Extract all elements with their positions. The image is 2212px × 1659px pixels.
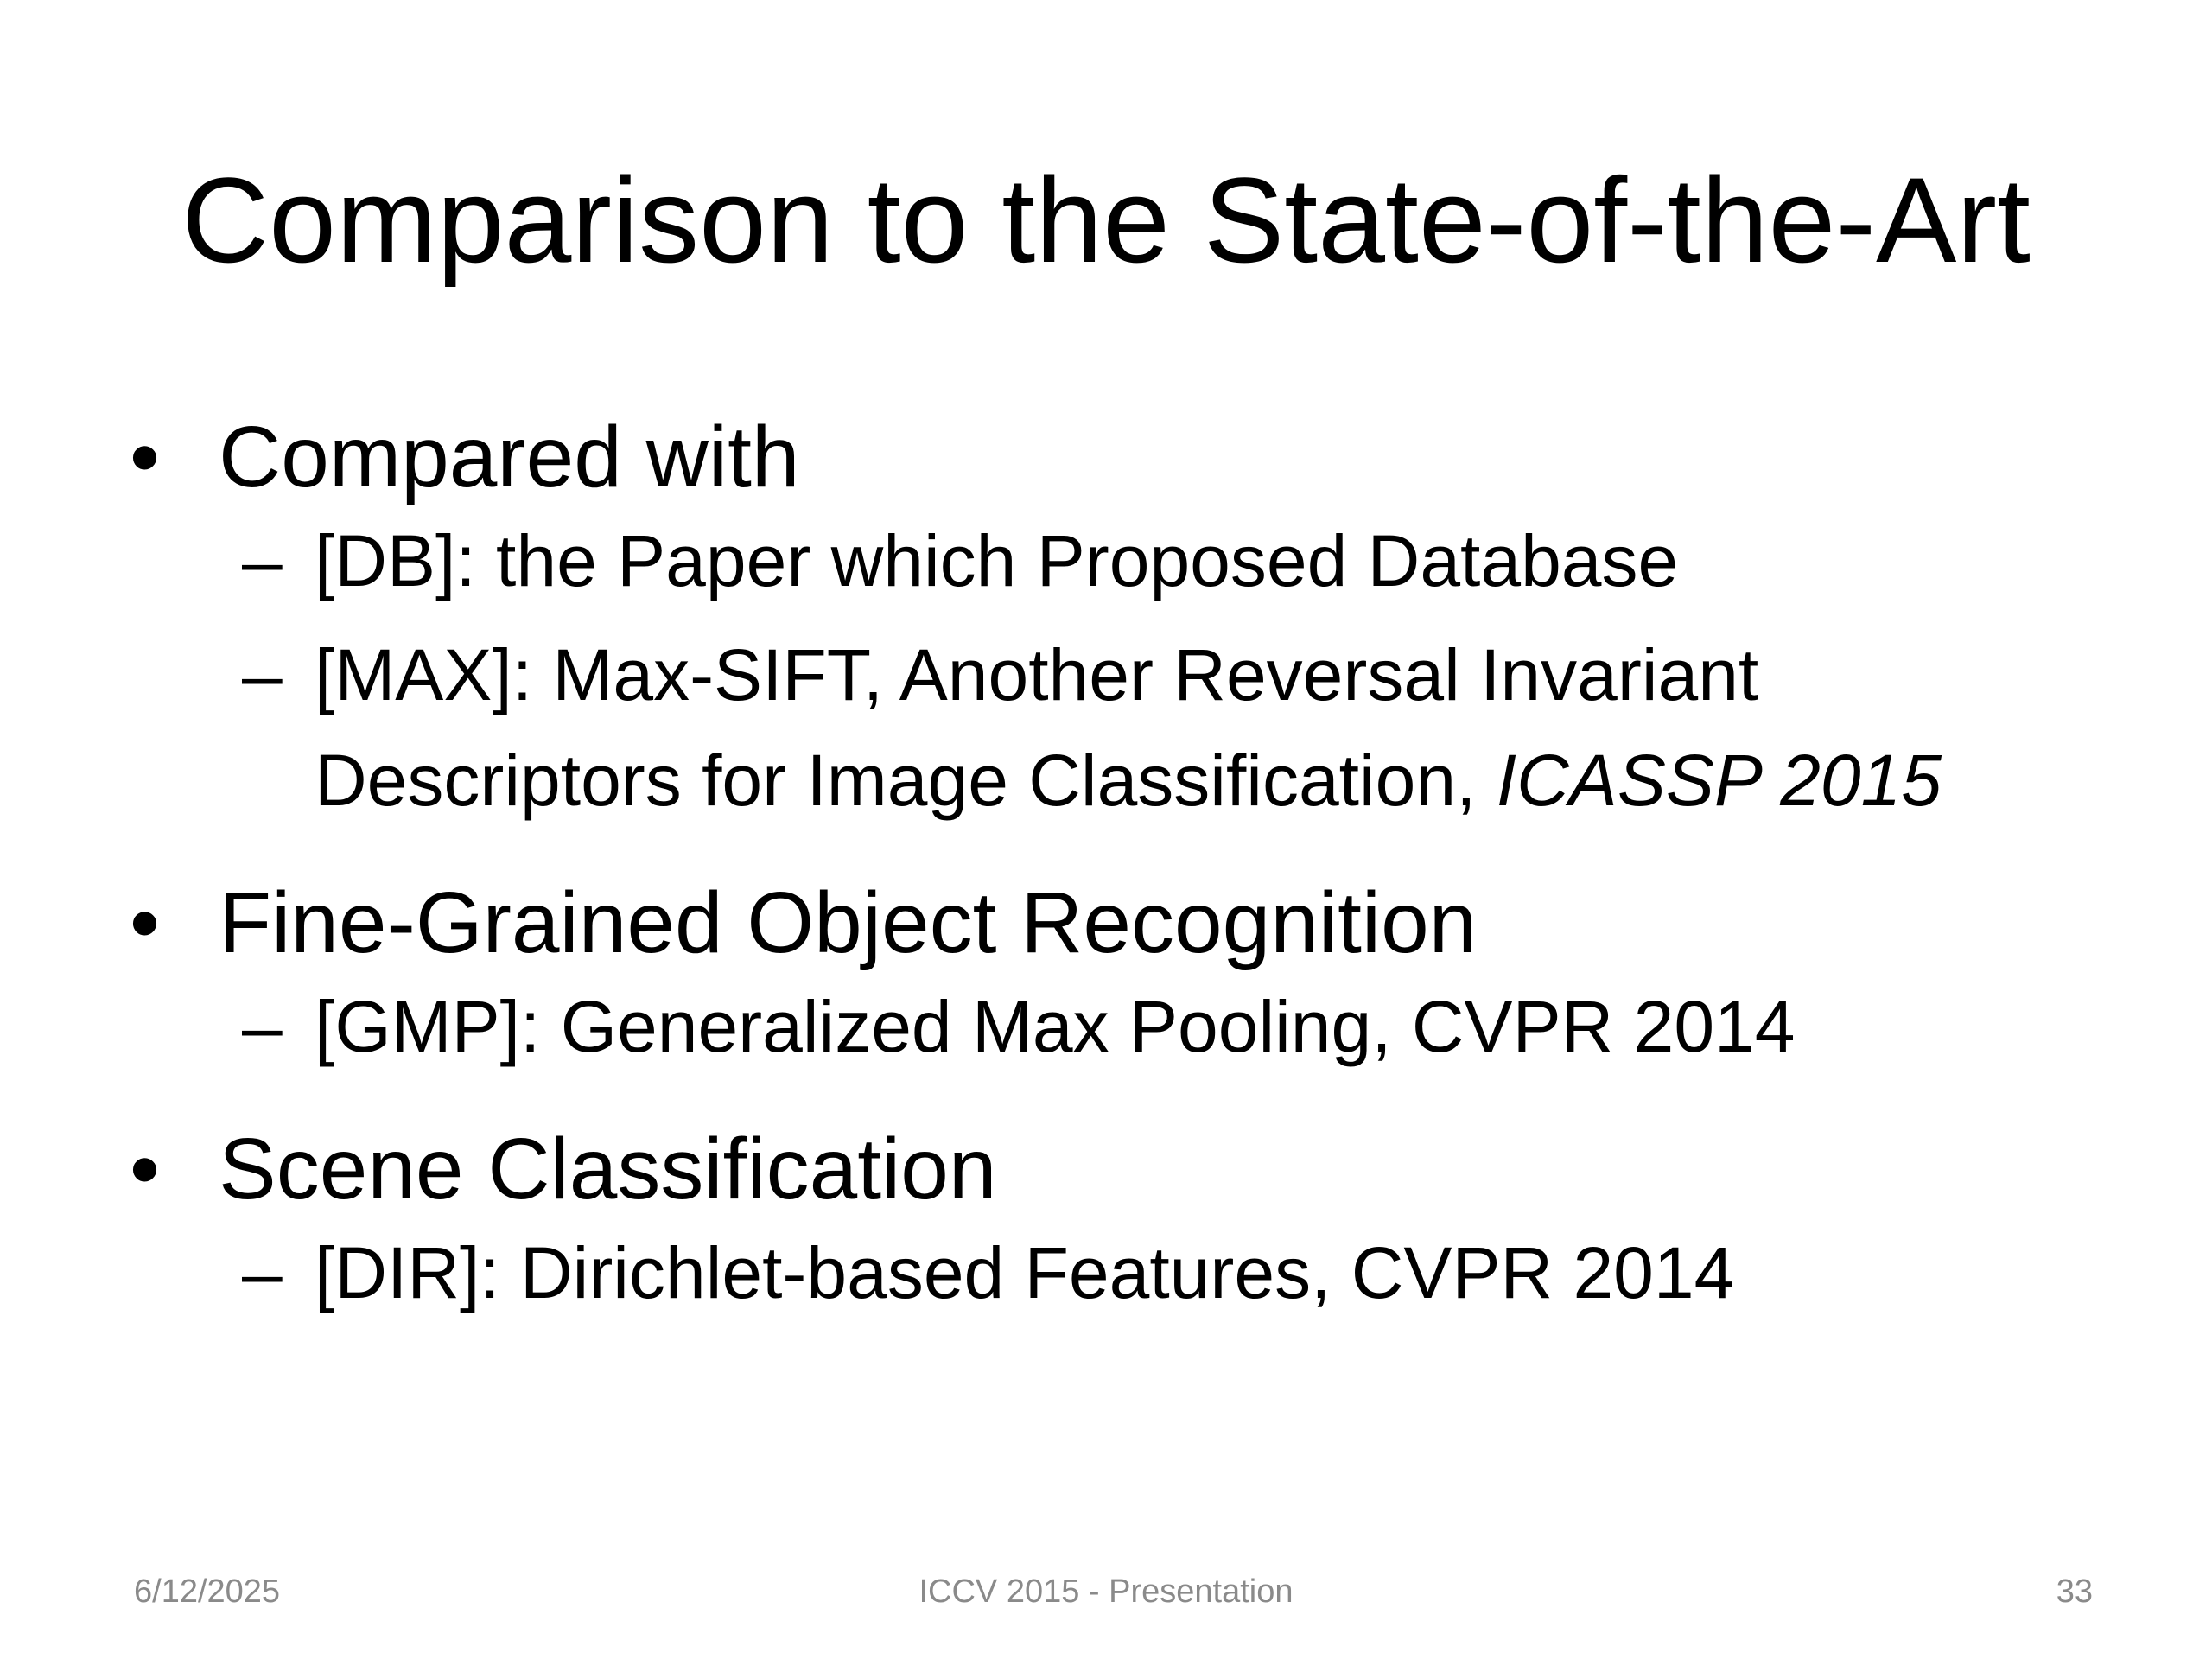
sub-bullet-max — [242, 622, 2117, 833]
footer-date: 6/12/2025 — [134, 1573, 281, 1610]
bullet-scene-classification — [130, 1118, 2117, 1220]
bullet-marker: • — [130, 1121, 161, 1217]
bullet-compared-with — [130, 406, 2117, 508]
venue-italic: ICASSP 2015 — [1496, 740, 1942, 821]
sub-bullet-dir — [242, 1220, 2117, 1325]
sub-bullet-text: [DB]: the Paper which Proposed Database — [315, 520, 1679, 601]
dash-marker: – — [242, 634, 283, 715]
sub-bullet-db — [242, 508, 2117, 613]
sub-bullet-gmp — [242, 974, 2117, 1079]
sub-bullet-text: [GMP]: Generalized Max Pooling, CVPR 2014 — [315, 986, 1796, 1067]
sub-bullet-text: [DIR]: Dirichlet-based Features, CVPR 2014 — [315, 1232, 1735, 1313]
sub-bullet-text-continued — [315, 728, 2117, 833]
dash-marker: – — [242, 1232, 283, 1313]
dash-marker: – — [242, 986, 283, 1067]
bullet-marker: • — [130, 874, 161, 971]
bullet-fine-grained — [130, 872, 2117, 974]
bullet-text: Scene Classification — [219, 1121, 997, 1217]
citation-text: Descriptors for Image Classification, — [315, 740, 1497, 821]
footer-page-number: 33 — [2056, 1573, 2093, 1610]
dash-marker: – — [242, 520, 283, 601]
slide-body — [130, 406, 2117, 1325]
slide-title: Comparison to the State-of-the-Art — [181, 152, 2031, 288]
bullet-text: Fine-Grained Object Recognition — [219, 874, 1478, 971]
bullet-marker: • — [130, 409, 161, 505]
bullet-text: Compared with — [219, 409, 800, 505]
footer-presentation-title: ICCV 2015 - Presentation — [918, 1573, 1294, 1610]
sub-bullet-text: [MAX]: Max-SIFT, Another Reversal Invariant — [315, 634, 1759, 715]
